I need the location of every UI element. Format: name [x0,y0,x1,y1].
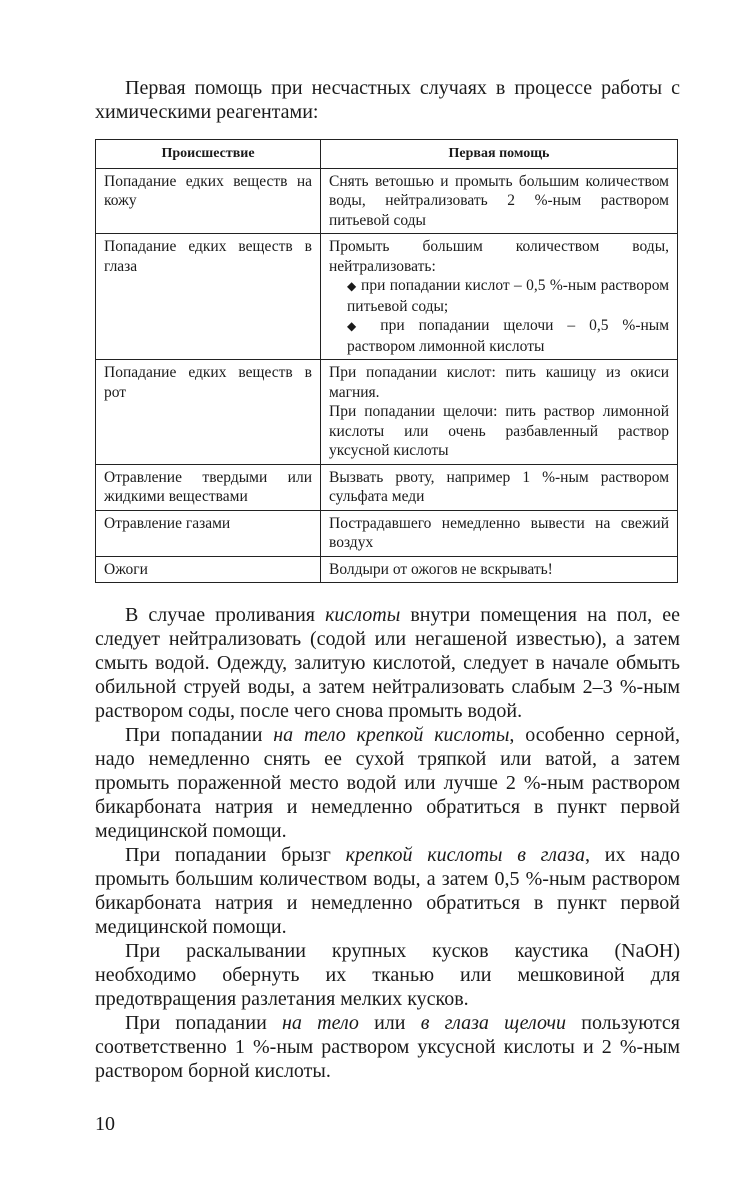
aid-line: Снять ветошью и промыть большим количеством воды, нейтрализовать 2 %-ным раствором питьевой соды [329,172,669,229]
aid-bullet [329,316,669,356]
incident-cell: Попадание едких веществ на кожу [96,168,321,234]
aid-line: При попадании кислот: пить кашицу из окиси магния. [329,364,669,401]
italic-run: на тело [282,1012,359,1034]
aid-bullet-text: при попадании кислот – 0,5 %-ным раствором питьевой соды; [347,277,670,315]
aid-line: Промыть большим количеством воды, нейтрализовать: [329,238,669,275]
body-text [95,603,680,1083]
aid-line: Пострадавшего немедленно вывести на свежий воздух [329,514,669,551]
table-row [96,168,678,234]
table-row [96,510,678,556]
paragraph [95,603,680,723]
header-first-aid: Первая помощь [321,140,678,169]
aid-cell [321,168,678,234]
page-number: 10 [95,1113,115,1135]
italic-run: на тело крепкой кислоты [273,724,510,746]
text-run: В случае проливания [125,604,326,626]
incident-cell: Отравление твердыми или жидкими веществами [96,464,321,510]
aid-cell [321,510,678,556]
aid-cell [321,360,678,465]
text-run: При попадании брызг [125,844,346,866]
aid-bullet [329,276,669,316]
diamond-bullet-icon: ◆ [347,279,357,293]
aid-line: Вызвать рвоту, например 1 %-ным раствором сульфата меди [329,468,669,505]
paragraph [95,1011,680,1083]
text-run: внутри помещения на пол, ее следует нейтрализовать (содой или негашеной известью), а затем смыть водой. Одежду, залитую кислотой, следует в начале обмыть обильной струей воды, а затем нейтрализовать слабым 2–3 %-ным раствором соды, после чего снова промыть водой. [95,604,681,722]
text-run: , их надо промыть большим количеством воды, а затем 0,5 %-ным раствором бикарбоната натрия и немедленно обратиться в пункт первой медицинской помощи. [95,844,680,938]
diamond-bullet-icon: ◆ [347,319,367,333]
text-run: При попадании [125,1012,282,1034]
intro-text: Первая помощь при несчастных случаях в процессе работы с химическими реагентами: [95,77,680,123]
aid-cell [321,556,678,583]
table-row [96,360,678,465]
page-body [95,76,680,1083]
first-aid-table [95,139,678,583]
italic-run: в глаза щелочи [420,1012,567,1034]
table-row [96,464,678,510]
text-run: При раскалывании крупных кусков каустика (NaOH) необходимо обернуть их тканью или мешковиной для предотвращения разлетания мелких кусков. [95,940,680,1010]
aid-bullet-text: при попадании щелочи – 0,5 %-ным раствором лимонной кислоты [347,317,670,355]
text-run: При попадании [125,724,274,746]
text-run: или [358,1012,421,1034]
italic-run: крепкой кислоты в глаза [345,844,585,866]
header-incident: Происшествие [96,140,321,169]
incident-cell: Ожоги [96,556,321,583]
incident-cell: Попадание едких веществ в рот [96,360,321,465]
text-run: пользуются соответственно 1 %-ным раствором уксусной кислоты и 2 %-ным раствором борной кислоты. [95,1012,681,1082]
aid-cell [321,464,678,510]
italic-run: кислоты [325,604,401,626]
paragraph [95,939,680,1011]
table-header-row [96,140,678,169]
aid-cell [321,234,678,360]
aid-line: Волдыри от ожогов не вскрывать! [329,560,553,578]
aid-line: При попадании щелочи: пить раствор лимонной кислоты или очень разбавленный раствор уксусной кислоты [329,403,669,459]
text-run: , особенно серной, надо немедленно снять ее сухой тряпкой или ватой, а затем промыть пораженной место водой или лучше 2 %-ным раствором бикарбоната натрия и немедленно обратиться в пункт первой медицинской помощи. [95,724,680,842]
table-row [96,234,678,360]
table-row [96,556,678,583]
incident-cell: Отравление газами [96,510,321,556]
paragraph [95,723,680,843]
paragraph [95,843,680,939]
incident-cell: Попадание едких веществ в глаза [96,234,321,360]
